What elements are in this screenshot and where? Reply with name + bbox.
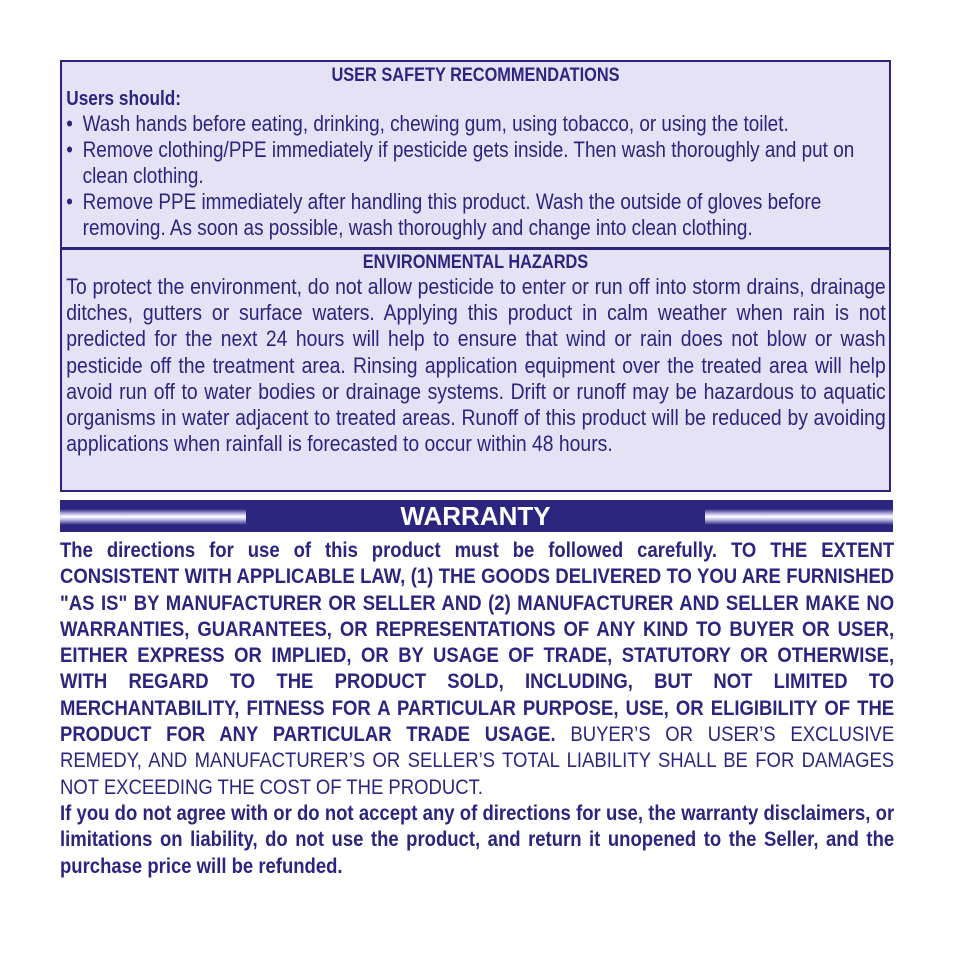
banner-stripe-right bbox=[705, 500, 893, 532]
user-safety-panel bbox=[60, 60, 891, 249]
safety-bullet-text: Remove clothing/PPE immediately if pesticide gets inside. Then wash thoroughly and put on clean clothing. bbox=[82, 137, 855, 188]
safety-content bbox=[62, 87, 889, 241]
safety-bullet-text: Remove PPE immediately after handling this product. Wash the outside of gloves before removing. As soon as possible, wash thoroughly and change into clean clothing. bbox=[82, 189, 822, 240]
bullet-icon: • bbox=[66, 111, 73, 136]
warranty-title: WARRANTY bbox=[246, 500, 705, 532]
warranty-paragraph-2 bbox=[60, 800, 894, 879]
bullet-icon: • bbox=[66, 137, 73, 162]
warranty-remedy-text: BUYER’S OR USER’S EXCLUSIVE REMEDY, AND MANUFACTURER’S OR SELLER’S TOTAL LIABILITY SHALL BE FOR DAMAGES NOT EXCEEDING THE COST OF THE PRODUCT. bbox=[60, 722, 895, 799]
warranty-content bbox=[60, 537, 894, 879]
warranty-refund-text: If you do not agree with or do not accept any of directions for use, the warranty disclaimers, or limitations on liability, do not use the product, and return it unopened to the Seller, and the purchase price will be refunded. bbox=[60, 800, 895, 878]
warranty-body bbox=[60, 537, 894, 879]
banner-stripe-left bbox=[60, 500, 246, 532]
safety-intro: Users should: bbox=[66, 88, 181, 110]
environment-title: ENVIRONMENTAL HAZARDS bbox=[362, 252, 589, 273]
warranty-banner bbox=[60, 500, 893, 532]
bullet-icon: • bbox=[66, 189, 73, 214]
safety-title: USER SAFETY RECOMMENDATIONS bbox=[331, 65, 620, 86]
environment-content bbox=[62, 274, 889, 457]
safety-bullet bbox=[62, 189, 889, 241]
safety-bullet bbox=[62, 137, 889, 189]
environment-text: To protect the environment, do not allow pesticide to enter or run off into storm drains, drainage ditches, gutters or surface waters. Applying this product in calm weather when rain is not predicted for the next 24 hours will help to ensure that wind or rain does not blow or wash pesticide off the treatment area. Rinsing application equipment over the treated area will help avoid run off to water bodies or drainage systems. Drift or runoff may be hazardous to aquatic organisms in water adjacent to treated areas. Runoff of this product will be reduced by avoiding applications when rainfall is forecasted to occur within 48 hours. bbox=[66, 274, 886, 457]
warranty-paragraph-1 bbox=[60, 537, 894, 800]
safety-bullet bbox=[62, 111, 889, 137]
safety-bullet-text: Wash hands before eating, drinking, chewing gum, using tobacco, or using the toilet. bbox=[82, 111, 789, 136]
warranty-disclaimer-bold: The directions for use of this product must be followed carefully. TO THE EXTENT CONSISTENT WITH APPLICABLE LAW, (1) THE GOODS DELIVERED TO YOU ARE FURNISHED "AS IS" BY MANUFACTURER OR SELLER AND (2) MANUFACTURER AND SELLER MAKE NO WARRANTIES, GUARANTEES, OR REPRESENTATIONS OF ANY KIND TO BUYER OR USER, EITHER EXPRESS OR IMPLIED, OR BY USAGE OF TRADE, STATUTORY OR OTHERWISE, WITH REGARD TO THE PRODUCT SOLD, INCLUDING, BUT NOT LIMITED TO MERCHANTABILITY, FITNESS FOR A PARTICULAR PURPOSE, USE, OR ELIGIBILITY OF THE PRODUCT FOR ANY PARTICULAR TRADE USAGE. bbox=[60, 538, 895, 747]
environmental-hazards-panel bbox=[60, 248, 891, 492]
